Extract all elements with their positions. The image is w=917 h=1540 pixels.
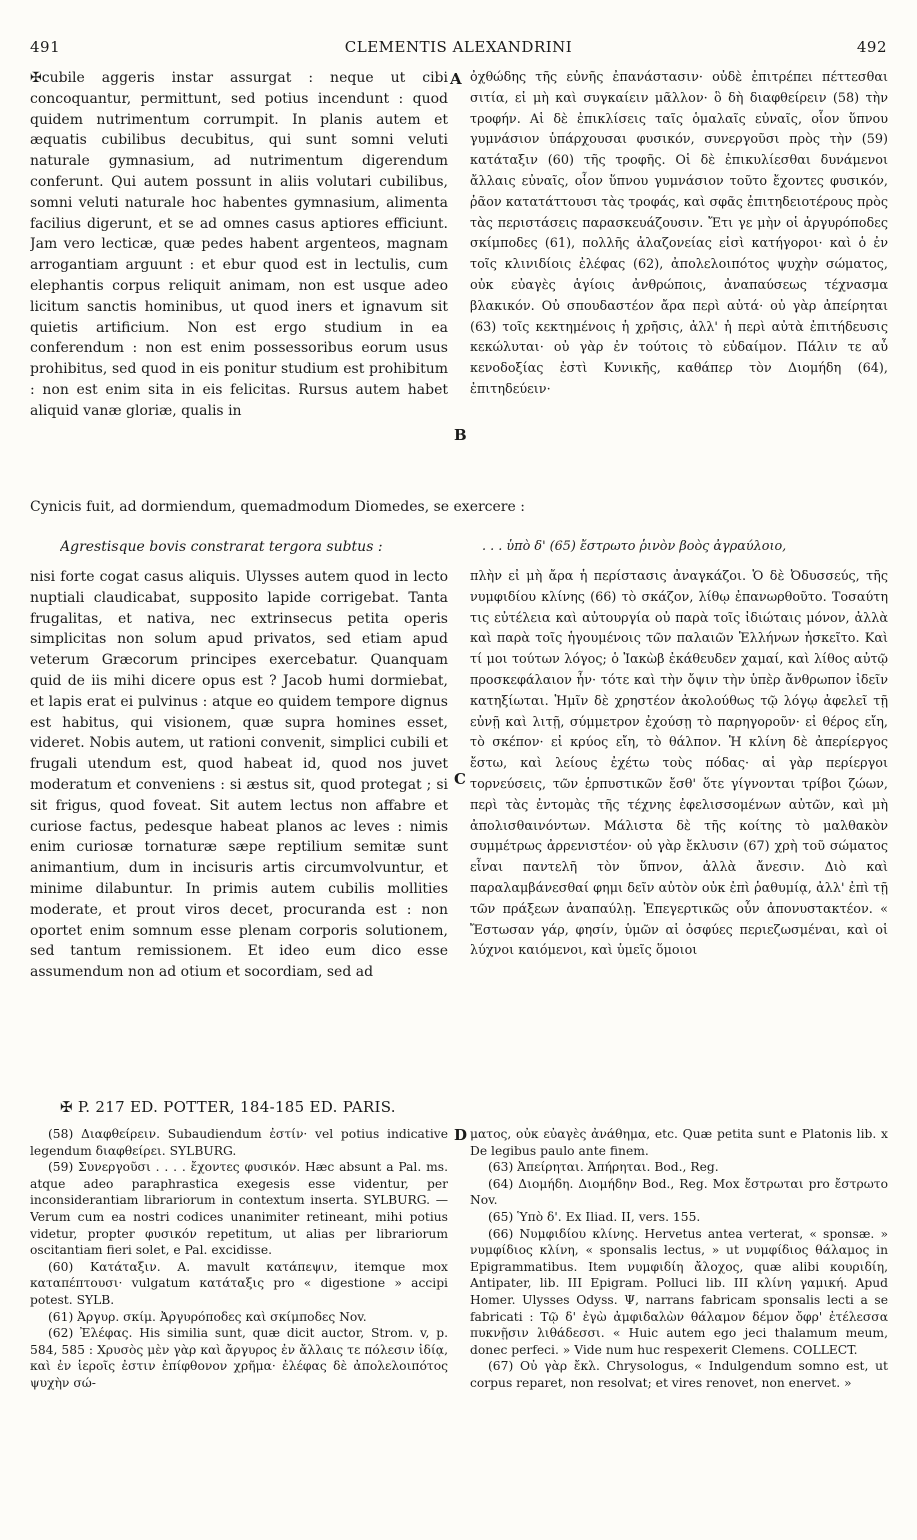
margin-letter-a: A [450,70,462,88]
footnotes-left [30,1126,448,1506]
latin-column-middle: nisi forte cogat casus aliquis. Ulysses autem quod in lecto nuptiali claudicabat, supposito lapide corrigebat. Tanta frugalitas, et nativa, nec extrinsecus petita operis simplicitas non solum apud privatos, sed etiam apud veterum Græcorum principes exercebatur. Quanquam quid de iis mihi dicere opus est ? Jacob humi dormiebat, et lapis erat ei pulvinus : atque eo quidem tempore dignus est habitus, qui visionem, quæ supra homines esset, videret. Nobis autem, ut rationi convenit, simplici cubili et frugali utendum est, quod habeat id, quod nos juvet moderatum et conveniens : si æstus sit, quod protegat ; si sit frigus, quod foveat. Sit autem lectus non affabre et curiose factus, pedesque habeat planos ac leves : nimis enim curiosæ tornaturæ sæpe reptilium semitæ sunt animantium, dum in incisuris artis circumvolvuntur, et minime dilabuntur. In primis autem cubilis mollities moderate, et prout viros decet, procuranda est : non oportet enim somnum esse plenam corporis solutionem, sed tantum remissionem. Et ideo eum dico esse assumendum non ad otium et socordiam, sed ad [30,569,448,981]
margin-letter-c: C [454,770,466,788]
greek-column-top: ὀχθώδης τῆς εὐνῆς ἐπανάστασιν· οὐδὲ ἐπιτρέπει πέττεσθαι σιτία, εἰ μὴ καὶ συγκαίειν μᾶλλον· ὃ δὴ διαφθείρειν (58) τὴν τροφήν. Αἱ δὲ ἐπικλίσεις ταῖς ὁμαλαῖς εὐναῖς, οἷον ὕπνου γυμνάσιον ὑπάρχουσαι φυσικόν, συνεργοῦσι πρὸς τὴν (59) κατάταξιν (60) τῆς τροφῆς. Οἱ δὲ ἐπικυλίεσθαι δυνάμενοι ἄλλαις εὐναῖς, οἷον ὕπνου γυμνάσιον τοῦτο ἔχοντες φυσικόν, ῥᾶον κατατάττουσι τὰς τροφάς, καὶ σφᾶς ἐπιτηδειοτέρους πρὸς τὰς περιστάσεις παρασκευάζουσιν. Ἔτι γε μὴν οἱ ἀργυρόποδες σκίμποδες (61), πολλῆς ἀλαζονείας εἰσὶ κατήγοροι· καὶ ὁ ἐν τοῖς κλινιδίοις ἐλέφας (62), ἀπολελοιπότος ψυχὴν σώματος, οὐκ εὐαγὲς ἁγίοις ἀνθρώποις, ἀναπαύσεως τέχνασμα βλακικόν. Οὐ σπουδαστέον ἄρα περὶ αὐτά· οὐ γὰρ ἀπείρηται (63) τοῖς κεκτημένοις ἡ χρῆσις, ἀλλ' ἡ περὶ αὐτὰ ἐπιτήδευσις κεκώλυται· οὐ γὰρ ἐν τούτοις τὸ εὐδαίμον. Πάλιν τε αὖ κενοδοξίας ἐστὶ Κυνικῆς, καθάπερ τὸν Διομήδη (64), ἐπιτηδεύειν· [470,70,888,397]
footnote: (58) Διαφθείρειν. Subaudiendum ἐστίν· vel potius indicative legendum διαφθείρει. SYLBURG. [30,1127,448,1158]
latin-column-top: ✠cubile aggeris instar assurgat : neque ut cibi concoquantur, permittunt, sed potius incendunt : quod quidem nutrimentum corrumpit. In planis autem et æquatis cubilibus decubitus, qui sunt somni veluti naturale gymnasium, ad nutrimentum digerendum conferunt. Qui autem possunt in aliis volutari cubilibus, somni veluti naturale hoc habentes gymnasium, alimenta facilius digerunt, et se ad omnes casus aptiores efficiunt. Jam vero lecticæ, quæ pedes habent argenteos, magnam arrogantiam arguunt : et ebur quod est in lectulis, cum elephantis corpus reliquit animam, non est usque adeo licitum sanctis hominibus, ut quod iners et ignavum sit quietis artificium. Non est ergo studium in ea conferendum : non est enim possessoribus eorum usus prohibitus, sed quod in eis ponitur studium est prohibitum : non est enim sita in eis felicitas. Rursus autem habet aliquid vanæ gloriæ, qualis in [30,70,448,419]
footnote: (59) Συνεργοῦσι . . . . ἔχοντες φυσικόν. Hæc absunt a Pal. ms. atque adeo paraphrastica exegesis esse videntur, per inconsiderantiam librariorum in contextum inserta. SYLBURG. — Verum cum ea nostri codices unanimiter retineant, mihi potius videtur, propter φυσικόν repetitum, ut alias per librariorum oscitantiam fieri solet, e Pal. excidisse. [30,1160,448,1258]
greek-column-middle: πλὴν εἰ μὴ ἄρα ἡ περίστασις ἀναγκάζοι. Ὁ δὲ Ὀδυσσεύς, τῆς νυμφιδίου κλίνης (66) τὸ σκάζον, λίθῳ ἐπανωρθοῦτο. Τοσαύτη τις εὐτέλεια καὶ αὐτουργία οὐ παρὰ τοῖς ἰδιώταις μόνον, ἀλλὰ καὶ παρὰ τοῖς ἡγουμένοις τῶν παλαιῶν Ἑλλήνων ἠσκεῖτο. Καὶ τί μοι τούτων λόγος; ὁ Ἰακὼβ ἐκάθευδεν χαμαί, καὶ λίθος αὐτῷ προσκεφάλαιον ἦν· τότε καὶ τὴν ὄψιν τὴν ὑπὲρ ἄνθρωπον ἰδεῖν κατηξίωται. Ἡμῖν δὲ χρηστέον ἀκολούθως τῷ λόγῳ ἀφελεῖ τῇ εὐνῇ καὶ λιτῇ, σύμμετρον ἐχούσῃ τὸ παρηγοροῦν· εἰ θέρος εἴη, τὸ σκέπον· εἰ κρύος εἴη, τὸ θάλπον. Ἡ κλίνη δὲ ἀπερίεργος ἔστω, καὶ λείους ἐχέτω τοὺς πόδας· αἱ γὰρ περίεργοι τορνεύσεις, τῶν ἑρπυστικῶν ἔσθ' ὅτε γίγνονται τρίβοι ζώων, περὶ τὰς ἐντομὰς τῆς τέχνης ἐφελισσομένων αὐτῶν, καὶ μὴ ἀπολισθαινόντων. Μάλιστα δὲ τῆς κοίτης τὸ μαλθακὸν συμμέτρως ἀρρενιστέον· οὐ γὰρ ἔκλυσιν (67) χρὴ τοῦ σώματος εἶναι παντελῆ τὸν ὕπνον, ἀλλὰ ἄνεσιν. Διὸ καὶ παραλαμβάνεσθαί φημι δεῖν αὐτὸν οὐκ ἐπὶ ῥαθυμίᾳ, ἀλλ' ἐπὶ τῇ τῶν πράξεων ἀναπαύλῃ. Ἐπεγερτικῶς οὖν ἀπονυστακτέον. « Ἔστωσαν γάρ, φησίν, ὑμῶν αἱ ὀσφύες περιεζωσμέναι, καὶ οἱ λύχνοι καιόμενοι, καὶ ὑμεῖς ὅμοιοι [470,569,888,959]
greek-verse: . . . ὑπὸ δ' (65) ἔστρωτο ῥινὸν βοὸς ἀγραύλοιο, [482,539,787,554]
footnote: (63) Ἀπείρηται. Ἀπήρηται. Bod., Reg. [488,1160,719,1175]
footnote: (61) Ἀργυρ. σκίμ. Ἀργυρόποδες καὶ σκίμποδες Nov. [48,1309,367,1324]
footnote: (64) Διομήδη. Διομήδην Bod., Reg. Mox ἔστρωται pro ἔστρωτο Nov. [470,1176,888,1208]
running-header [30,38,887,60]
footnote: (65) Ὑπὸ δ'. Ex Iliad. II, vers. 155. [488,1209,701,1224]
left-page-number: 491 [30,38,61,56]
margin-letter-d: D [454,1126,468,1144]
margin-letter-b: B [454,426,467,444]
latin-verse: Agrestisque bovis constrarat tergora subtus : [60,539,383,555]
footnote: (66) Νυμφιδίου κλίνης. Hervetus antea verterat, « sponsæ. » νυμφίδιος κλίνη, « sponsalis lectus, » ut νυμφίδιος θάλαμος in Epigrammatibus. Item νυμφιδίη ἄλοχος, quæ alibi κουριδίη, Antipater, lib. III Epigram. Polluci lib. III κλίνη γαμική. Apud Homer. Ulysses Odyss. Ψ, narrans fabricam sponsalis lecti a se fabricati : Τῷ δ' ἐγὼ ἀμφιδαλὼν θάλαμον δέμον ὄφρ' ἐτέλεσσα πυκνῇσιν λιθάδεσσι. « Huic autem ego jeci thalamum meum, donec perfeci. » Vide num huc respexerit Clemens. COLLECT. [470,1226,888,1357]
spanning-latin-line: Cynicis fuit, ad dormiendum, quemadmodum Diomedes, se exercere : [30,499,525,515]
edition-reference: ✠ P. 217 ED. POTTER, 184-185 ED. PARIS. [60,1098,396,1116]
footnote: (67) Οὐ γὰρ ἔκλ. Chrysologus, « Indulgendum somno est, ut corpus reparet, non resolvat; et vires renovet, non enervet. » [470,1359,888,1390]
footnotes-right [470,1126,888,1506]
right-page-number: 492 [856,38,887,56]
footnote-continuation: ματος, οὐκ εὐαγὲς ἀνάθημα, etc. Quæ petita sunt e Platonis lib. x De legibus paulo ante finem. [470,1127,888,1158]
footnote: (62) Ἐλέφας. His similia sunt, quæ dicit auctor, Strom. v, p. 584, 585 : Χρυσὸς μὲν γὰρ καὶ ἄργυρος ἐν ἄλλαις τε πόλεσιν ἰδίᾳ, καὶ ἐν ἱεροῖς ἐστιν ἐπίφθονον χρῆμα· ἐλέφας δὲ ἀπολελοιπότος ψυχὴν σώ- [30,1326,448,1390]
running-title: CLEMENTIS ALEXANDRINI [344,38,573,56]
footnote: (60) Κατάταξιν. A. mavult κατάπεψιν, itemque mox καταπέπτουσι· vulgatum κατάταξις pro « digestione » accipi potest. SYLB. [30,1259,448,1307]
